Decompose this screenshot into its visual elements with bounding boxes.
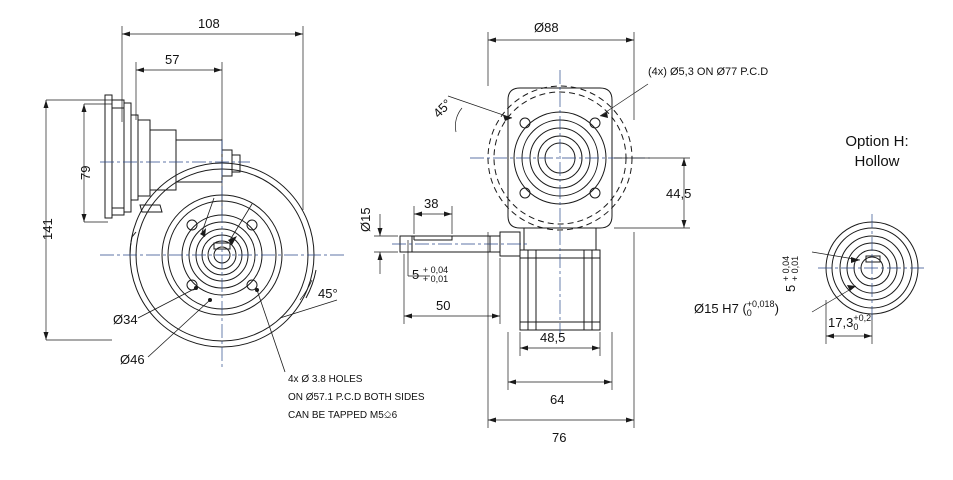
dim-79: 79: [78, 165, 93, 180]
option-h-title: [822, 132, 932, 171]
key-tol-value: 5: [412, 266, 420, 282]
dim-108: 108: [198, 16, 220, 31]
key-tol-frac: [423, 266, 448, 285]
dim-44-5: 44,5: [666, 186, 692, 201]
note-holes-line1: 4x Ø 3.8 HOLES: [288, 374, 363, 385]
angle-45-front: 45°: [318, 286, 338, 301]
bore-label: Ø15 H7: [694, 300, 739, 316]
option-depth-dim: [828, 314, 871, 333]
dim-141: 141: [40, 218, 55, 240]
key-tolerance-side: [412, 266, 448, 285]
note-4x-holes: (4x) Ø5,3 ON Ø77 P.C.D: [648, 66, 769, 78]
dim-50: 50: [436, 298, 451, 313]
option-key-tolerance: [782, 256, 801, 292]
bore-frac: [747, 300, 775, 319]
dim-d46: Ø46: [120, 352, 145, 367]
bore-paren-open: (: [742, 300, 747, 316]
dim-48-5: 48,5: [540, 330, 566, 345]
key-tol-upper: + 0,04: [422, 265, 449, 275]
depth-value: 17,3: [828, 314, 854, 330]
dim-d15: Ø15: [358, 207, 373, 232]
dim-d34: Ø34: [113, 312, 138, 327]
dim-57: 57: [165, 52, 180, 67]
opt-key-upper: + 0,04: [781, 255, 791, 282]
bore-upper: +0,018: [746, 299, 775, 309]
key-tol-lower: + 0,01: [422, 274, 449, 285]
option-h-line2: Hollow: [854, 152, 900, 170]
dim-d88: Ø88: [534, 20, 559, 35]
opt-key-value: 5: [782, 284, 798, 292]
depth-lower: 0: [853, 322, 859, 333]
bore-paren-close: ): [774, 300, 779, 316]
note-holes-line3: CAN BE TAPPED M5⎐6: [288, 410, 398, 421]
dim-64: 64: [550, 392, 565, 407]
opt-key-frac: [782, 256, 801, 281]
dim-38: 38: [424, 196, 439, 211]
depth-upper: +0,2: [853, 313, 872, 323]
option-bore-dim: [694, 300, 779, 319]
dim-76: 76: [552, 430, 567, 445]
angle-45-side: 45°: [430, 96, 455, 121]
option-h-line1: Option H:: [845, 133, 909, 150]
bore-lower: 0: [746, 308, 752, 319]
opt-key-lower: + 0,01: [790, 255, 801, 282]
depth-frac: [853, 314, 871, 333]
note-holes-line2: ON Ø57.1 P.C.D BOTH SIDES: [288, 392, 425, 403]
